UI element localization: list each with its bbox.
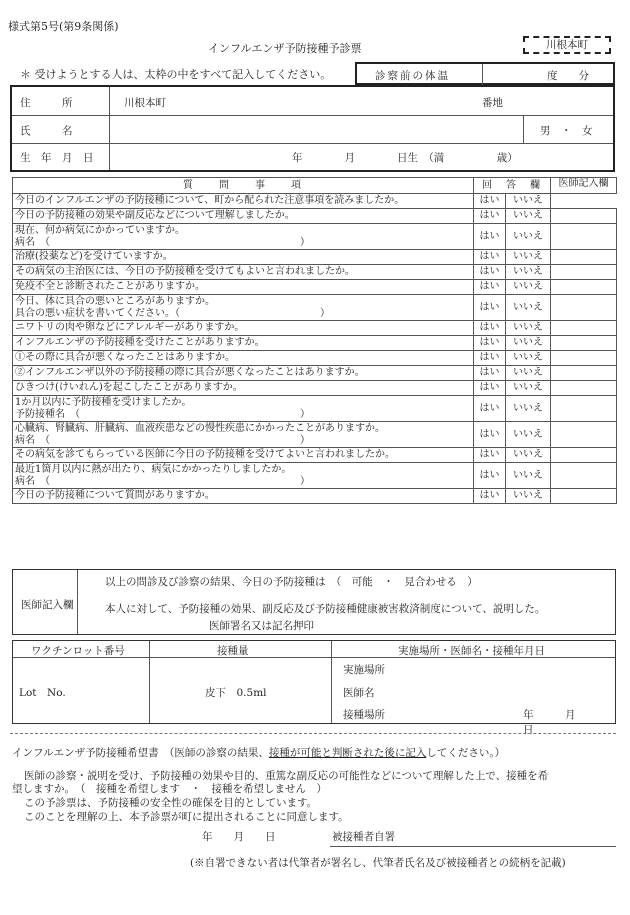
site-label[interactable]: 接種場所 bbox=[343, 709, 385, 721]
answer-yes[interactable]: はい bbox=[474, 366, 506, 381]
cut-line bbox=[10, 733, 616, 734]
page-title: インフルエンザ予防接種予診票 bbox=[208, 42, 362, 55]
answer-yes[interactable]: はい bbox=[474, 396, 506, 422]
question-row bbox=[13, 295, 617, 321]
question-line: 今日、体に具合の悪いところがありますか。 bbox=[15, 295, 215, 307]
question-text bbox=[13, 265, 474, 280]
question-row bbox=[13, 381, 617, 396]
answer-no[interactable]: いいえ bbox=[506, 321, 551, 336]
answer-yes[interactable]: はい bbox=[474, 295, 506, 321]
address-banchi: 番地 bbox=[482, 97, 503, 109]
question-line: その病気の主治医には、今日の予防接種を受けてもよいと言われましたか。 bbox=[15, 266, 355, 277]
question-line: 今日の予防接種の効果や副反応などについて理解しましたか。 bbox=[15, 210, 295, 221]
doctor-signature[interactable]: 医師署名又は記名押印 bbox=[209, 620, 314, 632]
doctor-note-cell[interactable] bbox=[551, 489, 617, 504]
doctor-note-cell[interactable] bbox=[551, 209, 617, 224]
answer-yes[interactable]: はい bbox=[474, 250, 506, 265]
temperature-box[interactable] bbox=[355, 62, 615, 85]
question-line: 免疫不全と診断されたことがありますか。 bbox=[15, 281, 205, 292]
question-line: 治療(投薬など)を受けていますか。 bbox=[15, 251, 173, 262]
answer-yes[interactable]: はい bbox=[474, 321, 506, 336]
consent-title-b: 接種が可能と判断された後に記入 bbox=[268, 747, 427, 759]
place-header: 実施場所・医師名・接種年月日 bbox=[398, 645, 545, 657]
question-line: インフルエンザの予防接種を受けたことがありますか。 bbox=[15, 337, 265, 348]
question-row bbox=[13, 250, 617, 265]
vaccination-date[interactable]: 年 月 日 bbox=[523, 709, 607, 736]
question-line: ひきつけ(けいれん)を起こしたことがありますか。 bbox=[15, 382, 243, 393]
question-line: 病名 （ ） bbox=[15, 434, 310, 446]
consent-title bbox=[12, 745, 505, 760]
place-label[interactable]: 実施場所 bbox=[343, 664, 385, 676]
doctor-explanation: 本人に対して、予防接種の効果、副反応及び予防接種健康被害救済制度について、説明した。 bbox=[105, 603, 546, 615]
answer-no[interactable]: いいえ bbox=[506, 422, 551, 448]
question-line: 現在、何か病気にかかっていますか。 bbox=[15, 224, 185, 236]
sex-options[interactable]: 男 ・ 女 bbox=[540, 125, 593, 137]
question-line: 病名 （ ） bbox=[15, 475, 310, 487]
question-row bbox=[13, 396, 617, 422]
dose-header: 接種量 bbox=[217, 645, 249, 657]
question-text bbox=[13, 351, 474, 366]
doctor-note-cell[interactable] bbox=[551, 250, 617, 265]
question-line: 最近1箇月以内に熱が出たり、病気にかかったりしましたか。 bbox=[15, 463, 292, 475]
answer-yes[interactable]: はい bbox=[474, 224, 506, 250]
question-line: ①その際に具合が悪くなったことはありますか。 bbox=[15, 352, 235, 363]
doctor-note-cell[interactable] bbox=[551, 336, 617, 351]
answer-yes[interactable]: はい bbox=[474, 422, 506, 448]
question-row bbox=[13, 280, 617, 295]
answer-no[interactable]: いいえ bbox=[506, 194, 551, 209]
sign-line bbox=[330, 846, 616, 847]
consent-title-c: してください。） bbox=[426, 747, 506, 759]
question-line: 心臓病、腎臓病、肝臓病、血液疾患などの慢性疾患にかかったことがありますか。 bbox=[15, 422, 385, 434]
dose-value: 皮下 0.5ml bbox=[205, 687, 267, 699]
doctor-box bbox=[12, 569, 616, 635]
answer-no[interactable]: いいえ bbox=[506, 250, 551, 265]
question-text bbox=[13, 336, 474, 351]
answer-no[interactable]: いいえ bbox=[506, 351, 551, 366]
answer-yes[interactable]: はい bbox=[474, 194, 506, 209]
question-text bbox=[13, 295, 474, 321]
doctor-note-cell[interactable] bbox=[551, 396, 617, 422]
consent-p3: この予診票は、予防接種の安全性の確保を目的としています。 bbox=[24, 797, 318, 809]
answer-no[interactable]: いいえ bbox=[506, 381, 551, 396]
question-row bbox=[13, 448, 617, 463]
doctor-note-cell[interactable] bbox=[551, 351, 617, 366]
question-text bbox=[13, 396, 474, 422]
answer-no[interactable]: いいえ bbox=[506, 295, 551, 321]
question-line: 1か月以内に予防接種を受けましたか。 bbox=[15, 396, 192, 408]
question-line: 具合の悪い症状を書いてください。（ ） bbox=[15, 307, 330, 319]
doctor-note-cell[interactable] bbox=[551, 295, 617, 321]
town-stamp: 川根本町 bbox=[523, 36, 611, 54]
question-text bbox=[13, 448, 474, 463]
temperature-label: 診察前の体温 bbox=[375, 70, 450, 82]
consent-title-a: インフルエンザ予防接種希望書 （医師の診察の結果、 bbox=[12, 747, 269, 759]
question-row bbox=[13, 351, 617, 366]
question-row bbox=[13, 463, 617, 489]
question-text bbox=[13, 463, 474, 489]
answer-yes[interactable]: はい bbox=[474, 448, 506, 463]
question-line: 今日のインフルエンザの予防接種について、町から配られた注意事項を読みましたか。 bbox=[15, 195, 405, 206]
question-row bbox=[13, 265, 617, 280]
answer-no[interactable]: いいえ bbox=[506, 209, 551, 224]
question-table bbox=[12, 177, 617, 504]
question-line: 病名 （ ） bbox=[15, 236, 310, 248]
answer-yes[interactable]: はい bbox=[474, 463, 506, 489]
doctor-note-cell[interactable] bbox=[551, 381, 617, 396]
name-label: 氏 名 bbox=[20, 125, 73, 137]
question-text bbox=[13, 250, 474, 265]
question-header: 質 問 事 項 bbox=[13, 178, 474, 194]
answer-no[interactable]: いいえ bbox=[506, 280, 551, 295]
doctor-note-cell[interactable] bbox=[551, 366, 617, 381]
question-text bbox=[13, 366, 474, 381]
question-row bbox=[13, 489, 617, 504]
question-text bbox=[13, 489, 474, 504]
question-row bbox=[13, 209, 617, 224]
consent-p1: 医師の診察・説明を受け、予防接種の効果や目的、重篤な副反応の可能性などについて理解した上で、接種を希 bbox=[24, 770, 549, 782]
question-row bbox=[13, 422, 617, 448]
doctor-note-cell[interactable] bbox=[551, 224, 617, 250]
question-text bbox=[13, 224, 474, 250]
question-line: ②インフルエンザ以外の予防接種の際に具合が悪くなったことはありますか。 bbox=[15, 367, 365, 378]
question-text bbox=[13, 422, 474, 448]
answer-no[interactable]: いいえ bbox=[506, 224, 551, 250]
doctor-note-cell[interactable] bbox=[551, 265, 617, 280]
doctor-note-cell[interactable] bbox=[551, 422, 617, 448]
lot-header: ワクチンロット番号 bbox=[31, 645, 125, 657]
form-number: 様式第5号(第9条関係) bbox=[8, 20, 119, 33]
answer-yes[interactable]: はい bbox=[474, 280, 506, 295]
address-town[interactable]: 川根本町 bbox=[124, 97, 166, 109]
temperature-unit: 度 分 bbox=[547, 70, 589, 82]
dob-value[interactable]: 年 月 日生 （満 歳） bbox=[292, 152, 518, 164]
personal-info-box bbox=[10, 85, 615, 172]
doctor-name-label[interactable]: 医師名 bbox=[343, 687, 375, 699]
question-row bbox=[13, 366, 617, 381]
answer-yes[interactable]: はい bbox=[474, 489, 506, 504]
question-row bbox=[13, 224, 617, 250]
answer-no[interactable]: いいえ bbox=[506, 489, 551, 504]
consent-p4: このことを理解の上、本予診票が町に提出されることに同意します。 bbox=[24, 811, 349, 823]
doctor-note-cell[interactable] bbox=[551, 321, 617, 336]
answer-no[interactable]: いいえ bbox=[506, 366, 551, 381]
consent-date[interactable]: 年 月 日 bbox=[202, 831, 276, 843]
question-line: 今日の予防接種について質問がありますか。 bbox=[15, 490, 215, 501]
answer-yes[interactable]: はい bbox=[474, 209, 506, 224]
answer-yes[interactable]: はい bbox=[474, 265, 506, 280]
question-line: 予防接種名 （ ） bbox=[15, 408, 310, 420]
answer-yes[interactable]: はい bbox=[474, 336, 506, 351]
answer-no[interactable]: いいえ bbox=[506, 463, 551, 489]
vaccine-box bbox=[12, 640, 616, 736]
instruction-text: ＊ 受けようとする人は、太枠の中をすべて記入してください。 bbox=[20, 68, 332, 81]
answer-yes[interactable]: はい bbox=[474, 381, 506, 396]
answer-no[interactable]: いいえ bbox=[506, 336, 551, 351]
question-text bbox=[13, 381, 474, 396]
address-label: 住 所 bbox=[20, 97, 73, 109]
consent-sign[interactable]: 被接種者自署 bbox=[332, 831, 395, 843]
question-text bbox=[13, 194, 474, 209]
doctor-note-cell[interactable] bbox=[551, 463, 617, 489]
doctor-note-cell[interactable] bbox=[551, 448, 617, 463]
answer-no[interactable]: いいえ bbox=[506, 448, 551, 463]
answer-no[interactable]: いいえ bbox=[506, 396, 551, 422]
question-row bbox=[13, 194, 617, 209]
answer-yes[interactable]: はい bbox=[474, 351, 506, 366]
question-row bbox=[13, 321, 617, 336]
doctor-box-label: 医師記入欄 bbox=[21, 599, 74, 611]
answer-no[interactable]: いいえ bbox=[506, 265, 551, 280]
question-row bbox=[13, 336, 617, 351]
consent-p2[interactable]: 望しますか。 （ 接種を希望します ・ 接種を希望しません ） bbox=[12, 783, 327, 795]
doctor-decision[interactable]: 以上の問診及び診察の結果、今日の予防接種は （ 可能 ・ 見合わせる ） bbox=[105, 576, 478, 588]
question-line: その病気を診てもらっている医師に今日の予防接種を受けてよいと言われましたか。 bbox=[15, 449, 395, 460]
question-text bbox=[13, 209, 474, 224]
lot-number[interactable]: Lot No. bbox=[19, 687, 66, 699]
dob-label: 生 年 月 日 bbox=[20, 152, 94, 164]
answer-header: 回 答 欄 bbox=[474, 178, 551, 194]
question-text bbox=[13, 280, 474, 295]
consent-note: (※自署できない者は代筆者が署名し、代筆者氏名及び被接種者との続柄を記載) bbox=[190, 857, 566, 869]
doctor-note-cell[interactable] bbox=[551, 280, 617, 295]
question-text bbox=[13, 321, 474, 336]
doctor-header: 医師記入欄 bbox=[551, 178, 617, 194]
question-line: ニワトリの肉や卵などにアレルギーがありますか。 bbox=[15, 322, 245, 333]
